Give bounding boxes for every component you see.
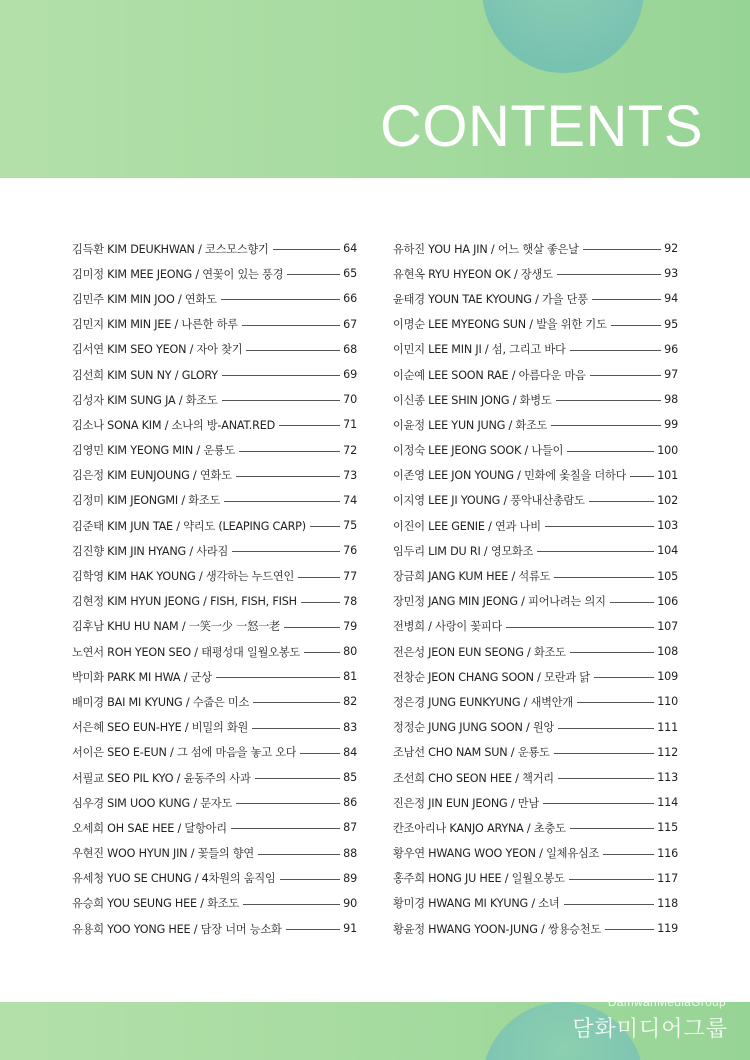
toc-entry-page: 85: [343, 771, 357, 785]
toc-entry-page: 66: [343, 292, 357, 306]
toc-entry-title: 이윤정 LEE YUN JUNG / 화조도: [393, 418, 548, 432]
toc-entry-page: 104: [657, 544, 678, 558]
toc-entry-title: 홍주희 HONG JU HEE / 일월오봉도: [393, 872, 565, 886]
toc-entry-title: 우현진 WOO HYUN JIN / 꽃들의 향연: [72, 847, 255, 861]
toc-entry-title: 유하진 YOU HA JIN / 어느 햇살 좋은날: [393, 242, 579, 256]
toc-entry[interactable]: [72, 312, 357, 337]
toc-entry-title: 조선희 CHO SEON HEE / 책거리: [393, 771, 554, 785]
toc-entry-title: 김현정 KIM HYUN JEONG / FISH, FISH, FISH: [72, 595, 297, 609]
leader-line: [605, 929, 654, 930]
page-title: CONTENTS: [380, 94, 703, 159]
toc-entry-page: 108: [657, 645, 678, 659]
toc-entry-title: 장금희 JANG KUM HEE / 석류도: [393, 570, 551, 584]
toc-entry-title: 이순예 LEE SOON RAE / 아름다운 마음: [393, 368, 586, 382]
toc-entry-title: 진은정 JIN EUN JEONG / 만남: [393, 796, 539, 810]
leader-line: [286, 929, 341, 930]
toc-entry-page: 94: [664, 292, 678, 306]
toc-entry[interactable]: [393, 916, 678, 941]
toc-entry-title: 칸조아리나 KANJO ARYNA / 초충도: [393, 821, 566, 835]
toc-entry[interactable]: [72, 538, 357, 563]
toc-entry-page: 64: [343, 242, 357, 256]
leader-line: [554, 753, 655, 754]
leader-line: [242, 325, 340, 326]
toc-entry-title: 유세청 YUO SE CHUNG / 4차원의 움직임: [72, 872, 276, 886]
toc-entry[interactable]: [72, 689, 357, 714]
toc-entry-page: 96: [664, 342, 678, 356]
leader-line: [284, 627, 340, 628]
leader-line: [310, 526, 340, 527]
leader-line: [216, 677, 340, 678]
toc-entry-title: 정은경 JUNG EUNKYUNG / 새벽안개: [393, 695, 573, 709]
toc-entry[interactable]: [72, 614, 357, 639]
toc-entry[interactable]: [393, 286, 678, 311]
leader-line: [243, 904, 340, 905]
toc-entry-title: 황우연 HWANG WOO YEON / 일체유심조: [393, 847, 600, 861]
leader-line: [545, 526, 654, 527]
toc-entry-title: 김미정 KIM MEE JEONG / 연꽃이 있는 풍경: [72, 267, 284, 281]
leader-line: [592, 299, 661, 300]
toc-entry-page: 74: [343, 493, 357, 507]
toc-entry[interactable]: [72, 589, 357, 614]
toc-entry[interactable]: [393, 488, 678, 513]
toc-entry-page: 80: [343, 645, 357, 659]
toc-entry[interactable]: [393, 790, 678, 815]
toc-entry[interactable]: [393, 387, 678, 412]
leader-line: [590, 375, 661, 376]
toc-entry-page: 93: [664, 267, 678, 281]
toc-entry-page: 70: [343, 393, 357, 407]
toc-entry-title: 서은혜 SEO EUN-HYE / 비밀의 화원: [72, 721, 249, 735]
toc-entry-page: 112: [657, 745, 678, 759]
leader-line: [221, 299, 340, 300]
leader-line: [300, 753, 340, 754]
toc-column-left: [72, 236, 357, 941]
leader-line: [252, 728, 340, 729]
toc-entry-title: 김성자 KIM SUNG JA / 화조도: [72, 393, 218, 407]
toc-entry[interactable]: [72, 563, 357, 588]
toc-entry-page: 105: [657, 569, 678, 583]
toc-entry-page: 83: [343, 720, 357, 734]
leader-line: [630, 476, 654, 477]
leader-line: [255, 778, 341, 779]
leader-line: [280, 879, 341, 880]
toc-entry-title: 임두리 LIM DU RI / 영모화조: [393, 544, 534, 558]
toc-entry-title: 전병희 / 사랑이 꽃피다: [393, 620, 503, 634]
toc-entry[interactable]: [72, 412, 357, 437]
toc-entry[interactable]: [393, 563, 678, 588]
toc-entry[interactable]: [72, 236, 357, 261]
leader-line: [557, 274, 661, 275]
toc-entry-title: 김서연 KIM SEO YEON / 자아 찾기: [72, 343, 243, 357]
leader-line: [232, 551, 340, 552]
toc-entry[interactable]: [72, 438, 357, 463]
leader-line: [570, 652, 654, 653]
leader-line: [564, 904, 655, 905]
leader-line: [298, 577, 340, 578]
leader-line: [603, 854, 654, 855]
toc-entry-title: 윤태경 YOUN TAE KYOUNG / 가을 단풍: [393, 292, 588, 306]
toc-entry-title: 전은성 JEON EUN SEONG / 화조도: [393, 645, 566, 659]
toc-entry[interactable]: [393, 740, 678, 765]
toc-entry-page: 78: [343, 594, 357, 608]
toc-entry[interactable]: [393, 639, 678, 664]
toc-entry-page: 81: [343, 670, 357, 684]
leader-line: [301, 602, 340, 603]
toc-entry-page: 75: [343, 519, 357, 533]
toc-entry-page: 90: [343, 896, 357, 910]
toc-entry-page: 97: [664, 368, 678, 382]
toc-entry-title: 심우경 SIM UOO KUNG / 문자도: [72, 796, 233, 810]
toc-entry[interactable]: [393, 866, 678, 891]
toc-entry-title: 김영민 KIM YEONG MIN / 운룡도: [72, 444, 236, 458]
decorative-circle-top: [482, 0, 644, 73]
toc-entry-title: 서필교 SEO PIL KYO / 윤동주의 사과: [72, 771, 251, 785]
watermark-english: DamwahMediaGroup: [607, 995, 726, 1009]
toc-entry-page: 99: [664, 418, 678, 432]
toc-entry-page: 98: [664, 393, 678, 407]
toc-entry[interactable]: [393, 891, 678, 916]
toc-entry-page: 67: [343, 317, 357, 331]
leader-line: [577, 702, 654, 703]
leader-line: [554, 577, 654, 578]
toc-entry-title: 이신종 LEE SHIN JONG / 화병도: [393, 393, 552, 407]
leader-line: [583, 249, 661, 250]
toc-entry[interactable]: [72, 337, 357, 362]
toc-entry-title: 김준태 KIM JUN TAE / 약리도 (LEAPING CARP): [72, 519, 306, 533]
toc-entry-title: 이정숙 LEE JEONG SOOK / 나들이: [393, 444, 564, 458]
toc-entry[interactable]: [72, 715, 357, 740]
toc-entry-title: 황윤정 HWANG YOON-JUNG / 쌍용승천도: [393, 922, 601, 936]
leader-line: [246, 350, 340, 351]
toc-entry[interactable]: [393, 362, 678, 387]
toc-entry-page: 82: [343, 695, 357, 709]
toc-entry-title: 김선희 KIM SUN NY / GLORY: [72, 368, 218, 382]
toc-entry-page: 106: [657, 594, 678, 608]
toc-entry-title: 서이은 SEO E-EUN / 그 섬에 마음을 놓고 오다: [72, 746, 297, 760]
toc-entry-page: 115: [657, 821, 678, 835]
leader-line: [222, 375, 340, 376]
toc-entry-page: 91: [343, 922, 357, 936]
toc-entry[interactable]: [393, 261, 678, 286]
leader-line: [537, 551, 654, 552]
toc-entry-title: 박미화 PARK MI HWA / 군상: [72, 670, 212, 684]
toc-entry-title: 이민지 LEE MIN JI / 섬, 그리고 바다: [393, 343, 566, 357]
toc-entry[interactable]: [72, 639, 357, 664]
toc-entry-title: 조남선 CHO NAM SUN / 운룡도: [393, 746, 550, 760]
toc-entry-title: 정정순 JUNG JUNG SOON / 원앙: [393, 721, 555, 735]
toc-entry-page: 102: [657, 493, 678, 507]
leader-line: [543, 803, 654, 804]
toc-entry[interactable]: [72, 841, 357, 866]
toc-entry-page: 110: [657, 695, 678, 709]
toc-entry-page: 71: [343, 418, 357, 432]
toc-entry-page: 79: [343, 619, 357, 633]
toc-entry[interactable]: [72, 891, 357, 916]
leader-line: [569, 879, 655, 880]
leader-line: [506, 627, 654, 628]
toc-entry-title: 이진이 LEE GENIE / 연과 나비: [393, 519, 541, 533]
toc-entry-page: 76: [343, 544, 357, 558]
toc-entry[interactable]: [393, 513, 678, 538]
toc-entry-title: 장민정 JANG MIN JEONG / 피어나려는 의지: [393, 595, 606, 609]
toc-entry[interactable]: [393, 765, 678, 790]
toc-entry[interactable]: [72, 790, 357, 815]
toc-entry[interactable]: [393, 715, 678, 740]
leader-line: [570, 350, 662, 351]
toc-entry[interactable]: [393, 463, 678, 488]
toc-entry-title: 김득환 KIM DEUKHWAN / 코스모스향기: [72, 242, 269, 256]
toc-entry[interactable]: [393, 337, 678, 362]
leader-line: [224, 501, 340, 502]
toc-entry[interactable]: [72, 815, 357, 840]
toc-entry[interactable]: [393, 689, 678, 714]
leader-line: [611, 325, 662, 326]
toc-entry-page: 72: [343, 443, 357, 457]
toc-entry-title: 전창순 JEON CHANG SOON / 모란과 닭: [393, 670, 590, 684]
toc-entry-page: 68: [343, 342, 357, 356]
leader-line: [558, 778, 654, 779]
toc-entry[interactable]: [393, 841, 678, 866]
toc-entry[interactable]: [393, 589, 678, 614]
leader-line: [239, 451, 340, 452]
toc-entry-page: 103: [657, 519, 678, 533]
toc-entry[interactable]: [393, 236, 678, 261]
toc-entry-title: 김은정 KIM EUNJOUNG / 연화도: [72, 469, 232, 483]
toc-entry-title: 유승희 YOU SEUNG HEE / 화조도: [72, 897, 239, 911]
toc-entry-title: 김진향 KIM JIN HYANG / 사라짐: [72, 544, 229, 558]
toc-entry-page: 89: [343, 871, 357, 885]
toc-entry[interactable]: [393, 438, 678, 463]
toc-entry[interactable]: [72, 740, 357, 765]
toc-entry-title: 오세희 OH SAE HEE / 달항아리: [72, 821, 227, 835]
toc-column-right: [393, 236, 678, 941]
toc-entry[interactable]: [393, 815, 678, 840]
toc-entry-title: 이지영 LEE JI YOUNG / 풍악내산총람도: [393, 494, 585, 508]
toc-entry-page: 114: [657, 796, 678, 810]
toc-entry[interactable]: [393, 312, 678, 337]
leader-line: [231, 828, 340, 829]
toc-entry[interactable]: [72, 866, 357, 891]
leader-line: [304, 652, 340, 653]
toc-entry[interactable]: [72, 916, 357, 941]
toc-entry-page: 117: [657, 871, 678, 885]
toc-entry[interactable]: [393, 538, 678, 563]
toc-entry[interactable]: [72, 387, 357, 412]
toc-entry-title: 김민주 KIM MIN JOO / 연화도: [72, 292, 217, 306]
toc-entry-page: 100: [657, 443, 678, 457]
toc-entry-title: 배미경 BAI MI KYUNG / 수줍은 미소: [72, 695, 250, 709]
leader-line: [556, 400, 662, 401]
leader-line: [253, 702, 340, 703]
toc-entry[interactable]: [72, 664, 357, 689]
toc-entry-page: 119: [657, 922, 678, 936]
toc-entry-title: 김후남 KHU HU NAM / 一笑一少 一怒一老: [72, 620, 281, 634]
leader-line: [279, 425, 340, 426]
toc-entry-page: 86: [343, 796, 357, 810]
toc-entry-page: 65: [343, 267, 357, 281]
toc-entry-title: 이명순 LEE MYEONG SUN / 발을 위한 기도: [393, 318, 607, 332]
toc-entry-title: 김학영 KIM HAK YOUNG / 생각하는 누드연인: [72, 570, 295, 584]
toc-entry-page: 87: [343, 821, 357, 835]
toc-entry-page: 73: [343, 468, 357, 482]
toc-entry-page: 109: [657, 670, 678, 684]
leader-line: [567, 451, 654, 452]
toc-entry-page: 107: [657, 619, 678, 633]
leader-line: [236, 803, 340, 804]
toc-entry-title: 김민지 KIM MIN JEE / 나른한 하루: [72, 318, 238, 332]
toc-entry-title: 유용희 YOO YONG HEE / 담장 너머 능소화: [72, 922, 282, 936]
toc-entry-page: 113: [657, 771, 678, 785]
toc-entry-page: 118: [657, 896, 678, 910]
toc-entry[interactable]: [72, 513, 357, 538]
leader-line: [258, 854, 340, 855]
toc-entry-title: 노연서 ROH YEON SEO / 태평성대 일월오봉도: [72, 645, 301, 659]
toc-entry[interactable]: [72, 765, 357, 790]
leader-line: [273, 249, 341, 250]
toc-entry-page: 116: [657, 846, 678, 860]
toc-entry-title: 김정미 KIM JEONGMI / 화조도: [72, 494, 221, 508]
toc-entry[interactable]: [72, 488, 357, 513]
toc-entry[interactable]: [393, 412, 678, 437]
toc-entry[interactable]: [72, 362, 357, 387]
toc-entry-title: 유현옥 RYU HYEON OK / 장생도: [393, 267, 553, 281]
leader-line: [570, 828, 655, 829]
leader-line: [589, 501, 655, 502]
leader-line: [287, 274, 340, 275]
toc-entry[interactable]: [72, 463, 357, 488]
toc-entry-page: 101: [657, 468, 678, 482]
toc-entry-title: 김소나 SONA KIM / 소나의 방-ANAT.RED: [72, 418, 275, 432]
leader-line: [610, 602, 655, 603]
leader-line: [222, 400, 341, 401]
toc-entry-page: 69: [343, 368, 357, 382]
toc-entry-page: 95: [664, 317, 678, 331]
toc-entry-title: 황미경 HWANG MI KYUNG / 소녀: [393, 897, 560, 911]
toc-entry-page: 92: [664, 242, 678, 256]
toc-entry-page: 77: [343, 569, 357, 583]
leader-line: [236, 476, 340, 477]
toc-entry[interactable]: [72, 261, 357, 286]
toc-entry[interactable]: [72, 286, 357, 311]
toc-entry-page: 84: [343, 745, 357, 759]
leader-line: [558, 728, 654, 729]
toc-entry-page: 88: [343, 846, 357, 860]
leader-line: [594, 677, 654, 678]
toc-entry[interactable]: [393, 614, 678, 639]
leader-line: [551, 425, 661, 426]
toc-entry-page: 111: [657, 720, 678, 734]
toc-entry-title: 이존영 LEE JON YOUNG / 민화에 옻칠을 더하다: [393, 469, 627, 483]
toc-entry[interactable]: [393, 664, 678, 689]
watermark-korean: 담화미디어그룹: [572, 1017, 728, 1042]
